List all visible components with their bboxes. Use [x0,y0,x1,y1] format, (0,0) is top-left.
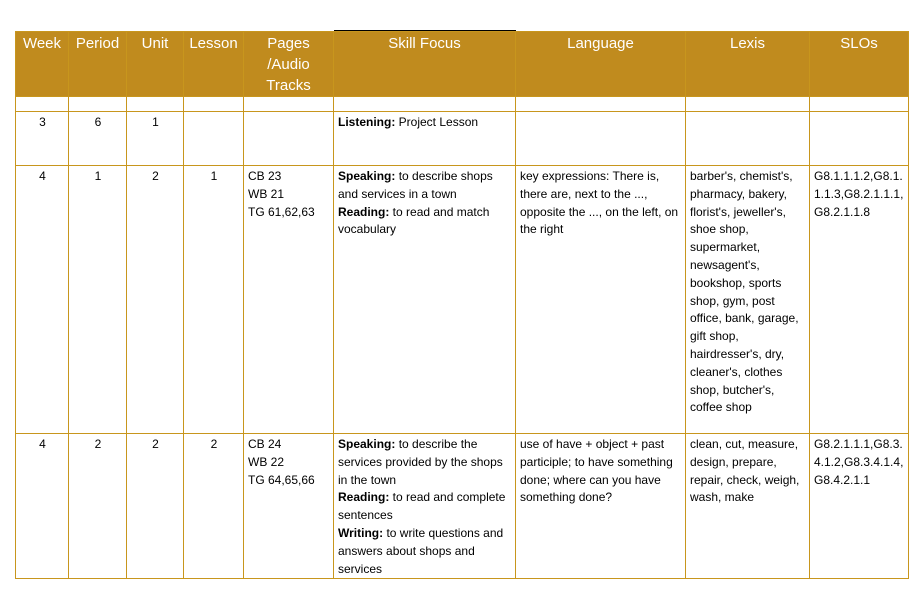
blank-cell [686,97,810,112]
header-lesson: Lesson [184,32,244,97]
skill-label: Writing: [338,525,384,540]
skill-focus-cell [334,166,516,434]
lesson-plan-table [15,31,909,579]
skill-label: Speaking: [338,169,396,183]
skill-line [338,489,512,525]
week-cell: 4 [16,434,69,579]
period-cell: 2 [69,434,127,579]
header-week: Week [16,32,69,97]
week-cell: 4 [16,166,69,434]
period-cell: 1 [69,166,127,434]
pages-cell [244,112,334,166]
blank-cell [16,97,69,112]
blank-cell [810,97,909,112]
lesson-cell: 2 [184,434,244,579]
blank-cell [127,97,184,112]
unit-cell: 1 [127,112,184,166]
pages-cell [244,166,334,434]
skill-text: to read and match vocabulary [338,204,490,237]
skill-line [338,525,512,578]
skill-line [338,436,512,489]
skill-text: to describe the services provided by the shops in the town [338,437,503,487]
pages-line: TG 61,62,63 [248,204,315,219]
language-cell [516,112,686,166]
skill-text: to read and complete sentences [338,490,506,523]
header-period: Period [69,32,127,97]
period-cell: 6 [69,112,127,166]
header-lexis: Lexis [686,32,810,97]
slos-cell [810,112,909,166]
skill-label: Listening: [338,115,396,129]
lexis-cell: barber's, chemist's, pharmacy, bakery, florist's, jeweller's, shoe shop, supermarket, newsagent's, bookshop, sports shop, gym, post office, bank, garage, gift shop, hairdresser's, dry, cleaner's, clothes shop, butcher's, coffee shop [686,166,810,434]
lexis-cell [686,112,810,166]
blank-row [16,97,909,112]
table-row [16,112,909,166]
pages-line: WB 22 [248,454,285,469]
table-row [16,166,909,434]
header-language: Language [516,32,686,97]
slos-cell: G8.2.1.1.1,G8.3.4.1.2,G8.3.4.1.4,G8.4.2.1.1 [810,434,909,579]
header-pages: Pages /Audio Tracks [244,32,334,97]
skill-line [338,204,512,240]
lexis-cell: clean, cut, measure, design, prepare, repair, check, weigh, wash, make [686,434,810,579]
unit-cell: 2 [127,434,184,579]
language-cell: use of have + object + past participle; to have something done; where can you have something done? [516,434,686,579]
pages-line: WB 21 [248,186,285,201]
blank-cell [184,97,244,112]
skill-line [338,114,512,132]
skill-label: Reading: [338,204,390,219]
lesson-cell [184,112,244,166]
pages-cell [244,434,334,579]
blank-cell [69,97,127,112]
skill-text: to describe shops and services in a town [338,169,493,201]
unit-cell: 2 [127,166,184,434]
header-unit: Unit [127,32,184,97]
blank-cell [244,97,334,112]
lesson-cell: 1 [184,166,244,434]
pages-line: CB 23 [248,169,282,183]
pages-line: CB 24 [248,437,282,451]
blank-cell [516,97,686,112]
pages-line: TG 64,65,66 [248,472,315,487]
skill-focus-cell [334,434,516,579]
skill-label: Reading: [338,490,390,505]
language-cell: key expressions: There is, there are, next to the ..., opposite the ..., on the left, on the right [516,166,686,434]
skill-text: Project Lesson [395,115,479,129]
header-row [16,32,909,97]
slos-cell: G8.1.1.1.2,G8.1.1.1.3,G8.2.1.1.1,G8.2.1.1.8 [810,166,909,434]
header-skill-focus: Skill Focus [334,32,516,97]
blank-cell [334,97,516,112]
skill-label: Speaking: [338,437,396,451]
skill-focus-cell [334,112,516,166]
header-slos: SLOs [810,32,909,97]
skill-line [338,168,512,204]
week-cell: 3 [16,112,69,166]
table-row [16,434,909,579]
skill-text: to write questions and answers about shops and services [338,525,504,576]
